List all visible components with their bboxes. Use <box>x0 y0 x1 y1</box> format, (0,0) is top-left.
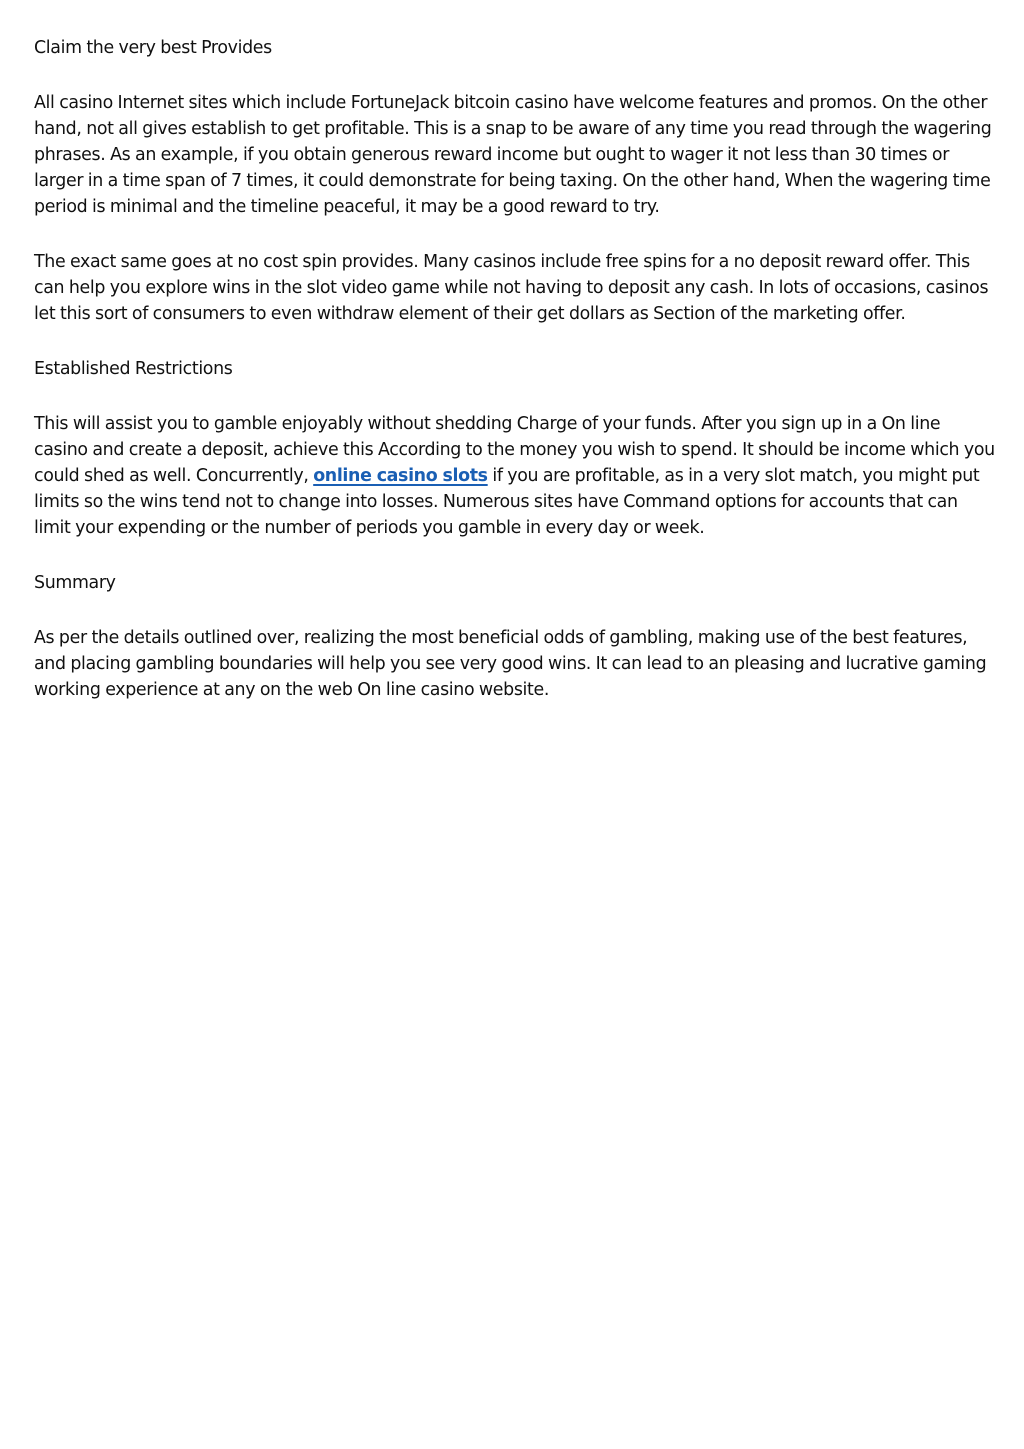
document-page <box>34 35 996 703</box>
section-heading-claim: Claim the very best Provides <box>34 38 272 58</box>
section-heading-restrictions: Established Restrictions <box>34 359 233 379</box>
paragraph-restrictions <box>34 411 996 541</box>
paragraph-free-spins: The exact same goes at no cost spin provides. Many casinos include free spins for a no deposit reward offer. This can help you explore wins in the slot video game while not having to deposit any cash. In lots of occasions, casinos let this sort of consumers to even withdraw element of their get dollars as Section of the marketing offer. <box>34 252 989 324</box>
paragraph-summary: As per the details outlined over, realizing the most beneficial odds of gambling, making use of the best features, and placing gambling boundaries will help you see very good wins. It can lead to an pleasing and lucrative gaming working experience at any on the web On line casino website. <box>34 628 987 700</box>
paragraph-restrictions-text-end: if you are profitable, as in a very slot match, you might put limits so the wins tend not to change into losses. Numerous sites have Command options for accounts that can limit your expending or the number of periods you gamble in every day or week. <box>34 466 980 538</box>
section-heading-summary: Summary <box>34 573 116 593</box>
online-casino-slots-link[interactable]: online casino slots <box>313 466 488 486</box>
paragraph-welcome-features: All casino Internet sites which include FortuneJack bitcoin casino have welcome features and promos. On the other hand, not all gives establish to get profitable. This is a snap to be aware of any time you read through the wagering phrases. As an example, if you obtain generous reward income but ought to wager it not less than 30 times or larger in a time span of 7 times, it could demonstrate for being taxing. On the other hand, When the wagering time period is minimal and the timeline peaceful, it may be a good reward to try. <box>34 93 992 217</box>
paragraph-restrictions-text-start: This will assist you to gamble enjoyably without shedding Charge of your funds. After you sign up in a On line casino and create a deposit, achieve this According to the money you wish to spend. It should be income which you could shed as well. Concurrently, <box>34 414 995 486</box>
